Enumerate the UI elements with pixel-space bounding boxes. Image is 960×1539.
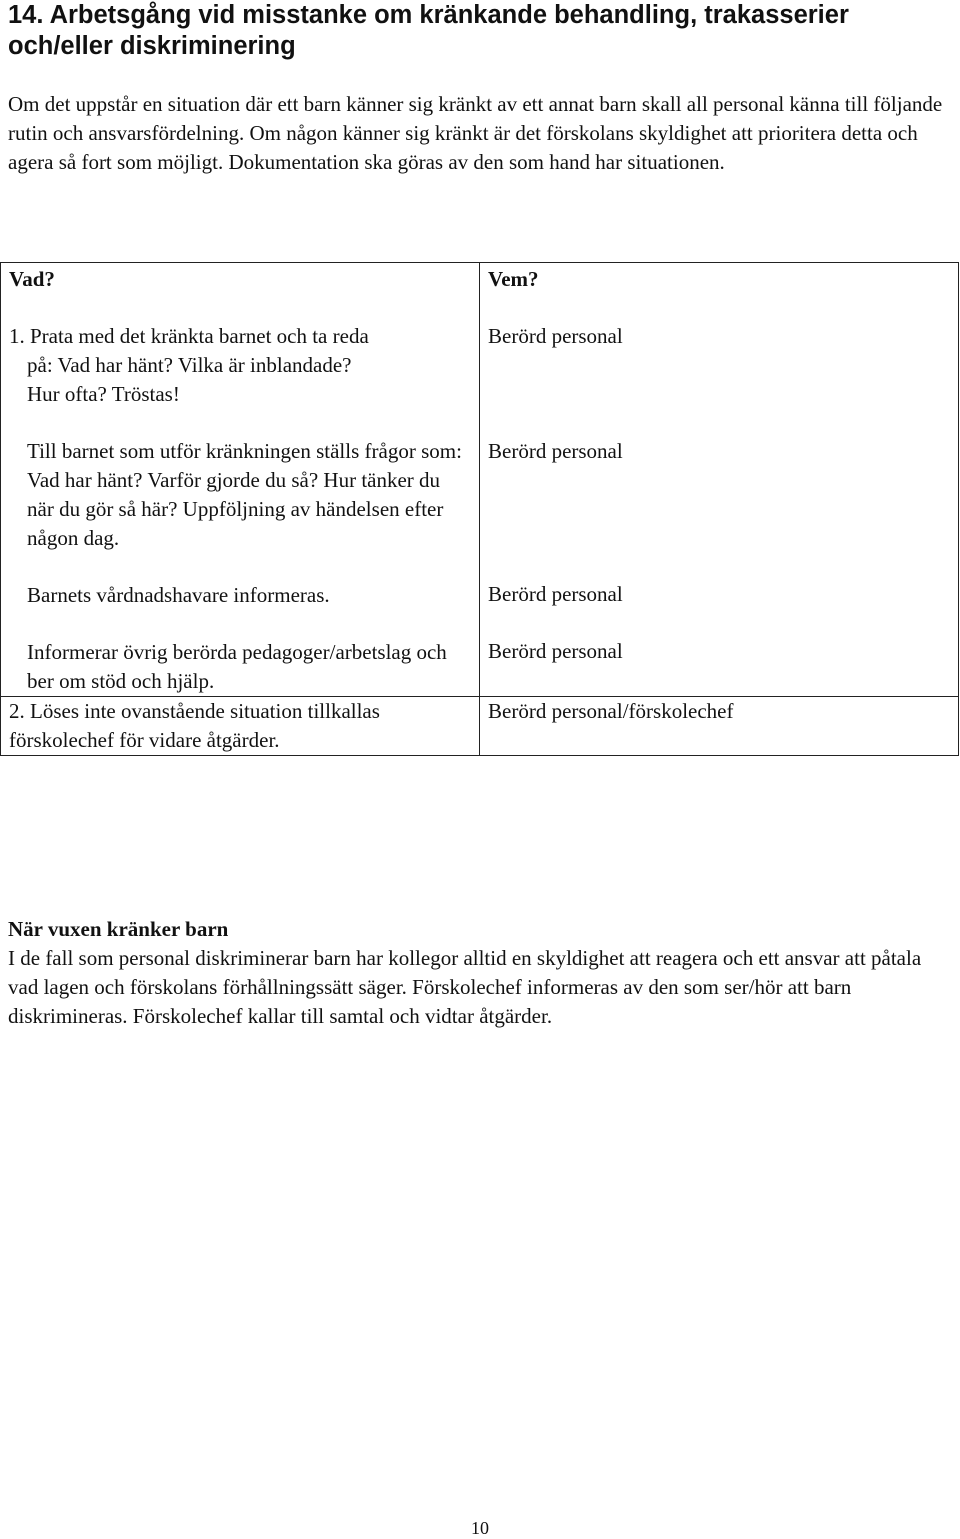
who-step-1d: Berörd personal — [488, 639, 623, 663]
section-heading — [8, 0, 948, 62]
step-1-line3: Hur ofta? Tröstas! — [27, 382, 180, 406]
header-who: Vem? — [488, 267, 539, 291]
table-row — [1, 697, 959, 756]
header-what: Vad? — [9, 267, 55, 291]
step-1b: Till barnet som utför kränkningen ställs frågor som: Vad har hänt? Varför gjorde du så? Hur tänker du när du gör så här? Uppföljning av händelsen efter någon dag. — [27, 439, 462, 550]
adult-section-body: I de fall som personal diskriminerar barn har kollegor alltid en skyldighet att reagera och ett ansvar att påtala vad lagen och förskolans förhållningssätt säger. Förskolechef informeras av den som ser/hör att barn diskrimineras. Förskolechef kallar till samtal och vidtar åtgärder. — [8, 946, 922, 1028]
section-heading-line1: 14. Arbetsgång vid misstanke om kränkande behandling, trakasserier — [8, 1, 849, 29]
section-heading-line2: och/eller diskriminering — [8, 32, 296, 60]
adult-section — [8, 915, 953, 1031]
who-step-1c: Berörd personal — [488, 582, 623, 606]
who-step-1: Berörd personal — [488, 324, 623, 348]
what-column — [1, 263, 480, 697]
step-1-line1: 1. Prata med det kränkta barnet och ta reda — [9, 324, 369, 348]
step-2: 2. Löses inte ovanstående situation tillkallas förskolechef för vidare åtgärder. — [1, 697, 480, 756]
who-column — [480, 263, 959, 697]
page-number: 10 — [471, 1518, 489, 1538]
step-1 — [9, 322, 471, 409]
step-1-line2: på: Vad har hänt? Vilka är inblandade? — [27, 353, 352, 377]
who-step-1b: Berörd personal — [488, 439, 623, 463]
intro-paragraph: Om det uppstår en situation där ett barn känner sig kränkt av ett annat barn skall all personal känna till följande rutin och ansvarsfördelning. Om någon känner sig kränkt är det förskolans skyldighet att prioritera detta och agera så fort som möjligt. Dokumentation ska göras av den som hand har situationen. — [8, 92, 943, 174]
table-row — [1, 263, 959, 697]
step-1d: Informerar övrig berörda pedagoger/arbetslag och ber om stöd och hjälp. — [27, 640, 447, 693]
adult-section-title: När vuxen kränker barn — [8, 917, 229, 941]
step-1c: Barnets vårdnadshavare informeras. — [27, 583, 330, 607]
who-step-2: Berörd personal/förskolechef — [480, 697, 959, 756]
routine-table — [0, 262, 959, 756]
